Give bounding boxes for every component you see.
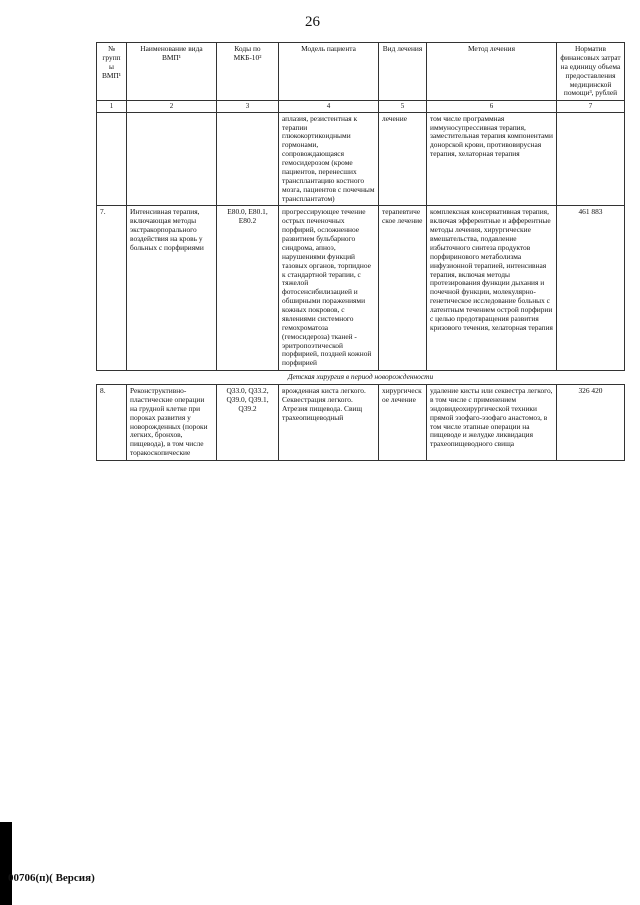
- column-number-row: [97, 101, 625, 112]
- row-icd-codes: Q33.0, Q33.2, Q39.0, Q39.1, Q39.2: [217, 385, 279, 461]
- header-cost-norm: Норматив финансовых затрат на единицу объема предоставления медицинской помощи³, рублей: [557, 43, 625, 101]
- row-treatment-method: комплексная консервативная терапия, включая эфферентные и афферентные методы лечения, хирургические вмешательства, подавление избыточного синтеза продуктов порфиринового метаболизма инфузионной терапией, интенсивная терапия, включая методы протезирования функции дыхания и почечной функции, молекулярно-генетическое исследование больных с латентным течением острой порфирии с целью предотвращения развития кризового течения, хелаторная терапия: [427, 206, 557, 371]
- row-treatment-type: лечение: [379, 112, 427, 206]
- row-patient-model: прогрессирующее течение острых печеночных порфирий, осложненное развитием бульбарного синдрома, апноэ, нарушениями функций тазовых органов, торпидное к стандартной терапии, с тяжелой фотосенсибилизацией и обширными поражениями кожных покровов, с явлениями системного гемохроматоза (гемосидероза) тканей - эритропоэтической порфирией, поздней кожной порфирией: [279, 206, 379, 371]
- footer-code: 00706(п)( Версия): [8, 872, 95, 884]
- column-number: 4: [279, 101, 379, 112]
- header-icd-codes: Коды по МКБ-10²: [217, 43, 279, 101]
- row-patient-model: врожденная киста легкого. Секвестрация легкого. Атрезия пищевода. Свищ трахеопищеводный: [279, 385, 379, 461]
- column-number: 7: [557, 101, 625, 112]
- row-vmp-name: Интенсивная терапия, включающая методы экстракорпорального воздействия на кровь у больных с порфириями: [127, 206, 217, 371]
- row-treatment-method: том числе программная иммуносупрессивная терапия, заместительная терапия компонентами донорской крови, противовирусная терапия, хелаторная терапия: [427, 112, 557, 206]
- page-number: 26: [305, 14, 320, 30]
- row-number: [97, 112, 127, 206]
- scan-edge-bar: [0, 822, 12, 905]
- row-vmp-name: [127, 112, 217, 206]
- column-number: 5: [379, 101, 427, 112]
- row-cost: [557, 112, 625, 206]
- header-vmp-name: Наименование вида ВМП¹: [127, 43, 217, 101]
- column-number: 6: [427, 101, 557, 112]
- vmp-table: [96, 42, 625, 461]
- header-group-number: № группы ВМП¹: [97, 43, 127, 101]
- row-icd-codes: E80.0, E80.1, E80.2: [217, 206, 279, 371]
- section-row: [97, 371, 625, 385]
- column-number: 1: [97, 101, 127, 112]
- row-treatment-type: хирургическое лечение: [379, 385, 427, 461]
- column-number: 3: [217, 101, 279, 112]
- row-treatment-type: терапевтическое лечение: [379, 206, 427, 371]
- row-vmp-name: Реконструктивно-пластические операции на грудной клетке при пороках развития у новорожденных (пороки легких, бронхов, пищевода), в том числе торакоскопические: [127, 385, 217, 461]
- document-footer: [8, 872, 628, 884]
- header-row: [97, 43, 625, 101]
- header-treatment-type: Вид лечения: [379, 43, 427, 101]
- section-title: Детская хирургия в период новорожденности: [97, 371, 625, 385]
- header-treatment-method: Метод лечения: [427, 43, 557, 101]
- row-icd-codes: [217, 112, 279, 206]
- table-row: [97, 206, 625, 371]
- row-treatment-method: удаление кисты или секвестра легкого, в том числе с применением эндовидеохирургической техники прямой эзофаго-эзофаго анастомоз, в том числе этапные операции на пищеводе и желудке ликвидация трахеопищеводного свища: [427, 385, 557, 461]
- row-cost: 461 883: [557, 206, 625, 371]
- table-row: [97, 385, 625, 461]
- row-cost: 326 420: [557, 385, 625, 461]
- header-patient-model: Модель пациента: [279, 43, 379, 101]
- table-row: [97, 112, 625, 206]
- row-number: 8.: [97, 385, 127, 461]
- column-number: 2: [127, 101, 217, 112]
- row-number: 7.: [97, 206, 127, 371]
- row-patient-model: аплазия, резистентная к терапии глюкокортикоидными гормонами, сопровождающаяся гемосидерозом (кроме пациентов, перенесших трансплантацию костного мозга, пациентов с почечным трансплантатом): [279, 112, 379, 206]
